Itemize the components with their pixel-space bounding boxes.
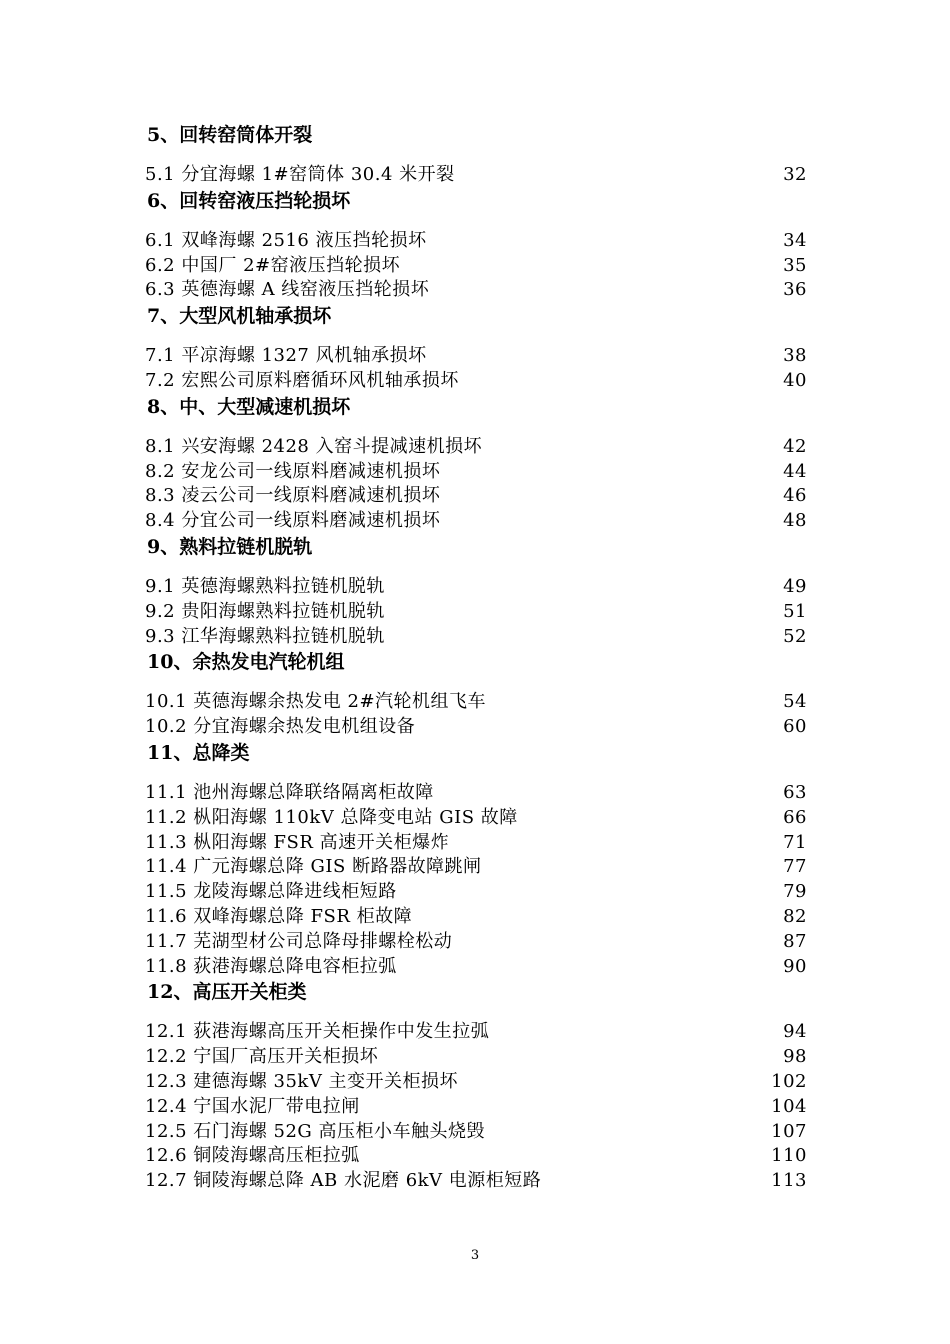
toc-entry-page: 90 bbox=[783, 955, 807, 977]
toc-entry[interactable] bbox=[145, 460, 807, 485]
toc-entry-label: 11.8 荻港海螺总降电容柜拉弧 bbox=[145, 955, 397, 977]
toc-entry[interactable] bbox=[145, 1070, 807, 1095]
section-title: 10、余热发电汽轮机组 bbox=[147, 651, 345, 674]
section-spacer bbox=[145, 148, 807, 163]
toc-entry-label: 12.5 石门海螺 52G 高压柜小车触头烧毁 bbox=[145, 1120, 486, 1142]
toc-entry-page: 87 bbox=[783, 930, 807, 952]
section-title: 6、回转窑液压挡轮损坏 bbox=[147, 189, 351, 212]
section-spacer bbox=[145, 560, 807, 575]
toc-entry-page: 34 bbox=[783, 229, 807, 251]
toc-entry-label: 9.2 贵阳海螺熟料拉链机脱轨 bbox=[145, 600, 385, 622]
section-title: 7、大型风机轴承损坏 bbox=[147, 305, 332, 328]
toc-entry[interactable] bbox=[145, 344, 807, 369]
toc-entry-page: 63 bbox=[783, 781, 807, 803]
toc-entry[interactable] bbox=[145, 600, 807, 625]
toc-entry-page: 102 bbox=[771, 1070, 807, 1092]
toc-entry[interactable] bbox=[145, 690, 807, 715]
toc-entry-label: 11.2 枞阳海螺 110kV 总降变电站 GIS 故障 bbox=[145, 806, 518, 828]
toc-entry-page: 32 bbox=[783, 164, 807, 185]
toc-entry[interactable] bbox=[145, 435, 807, 460]
toc-entry-page: 66 bbox=[783, 806, 807, 828]
toc-entry-label: 12.2 宁国厂高压开关柜损坏 bbox=[145, 1046, 379, 1068]
toc-entry[interactable] bbox=[145, 955, 807, 980]
toc-entry-page: 52 bbox=[783, 625, 807, 647]
toc-entry-page: 51 bbox=[783, 600, 807, 622]
section-title: 11、总降类 bbox=[147, 741, 250, 764]
toc-entry-label: 6.2 中国厂 2#窑液压挡轮损坏 bbox=[145, 254, 401, 276]
toc-entry-label: 11.3 枞阳海螺 FSR 高速开关柜爆炸 bbox=[145, 831, 450, 853]
toc-entry-page: 36 bbox=[783, 279, 807, 301]
toc-entry[interactable] bbox=[145, 930, 807, 955]
section-title: 5、回转窑筒体开裂 bbox=[147, 124, 313, 146]
toc-entry[interactable] bbox=[145, 254, 807, 279]
toc-entry-page: 35 bbox=[783, 254, 807, 276]
toc-entry[interactable] bbox=[145, 1144, 807, 1169]
toc-entry[interactable] bbox=[145, 229, 807, 254]
section-spacer bbox=[145, 420, 807, 435]
toc-entry[interactable] bbox=[145, 509, 807, 534]
toc-entry-page: 71 bbox=[783, 831, 807, 853]
section-title: 8、中、大型减速机损坏 bbox=[147, 395, 351, 418]
table-of-contents bbox=[145, 122, 807, 1194]
toc-entry-label: 10.1 英德海螺余热发电 2#汽轮机组飞车 bbox=[145, 691, 487, 713]
section-title: 9、熟料拉链机脱轨 bbox=[147, 535, 313, 558]
toc-entry-label: 12.1 荻港海螺高压开关柜操作中发生拉弧 bbox=[145, 1021, 490, 1043]
toc-entry-page: 46 bbox=[783, 485, 807, 507]
toc-entry-label: 9.1 英德海螺熟料拉链机脱轨 bbox=[145, 575, 385, 597]
toc-entry[interactable] bbox=[145, 484, 807, 509]
toc-entry-page: 42 bbox=[783, 435, 807, 457]
toc-entry[interactable] bbox=[145, 880, 807, 905]
toc-entry-label: 8.4 分宜公司一线原料磨减速机损坏 bbox=[145, 510, 441, 532]
toc-entry-page: 77 bbox=[783, 856, 807, 878]
toc-entry[interactable] bbox=[145, 1095, 807, 1120]
toc-entry-page: 44 bbox=[783, 460, 807, 482]
toc-entry-label: 11.4 广元海螺总降 GIS 断路器故障跳闸 bbox=[145, 856, 482, 878]
section-spacer bbox=[145, 1005, 807, 1020]
section-spacer bbox=[145, 329, 807, 344]
toc-entry-page: 82 bbox=[783, 905, 807, 927]
toc-entry-page: 54 bbox=[783, 691, 807, 713]
toc-entry[interactable] bbox=[145, 278, 807, 303]
toc-entry-label: 6.1 双峰海螺 2516 液压挡轮损坏 bbox=[145, 229, 427, 251]
toc-entry-label: 12.3 建德海螺 35kV 主变开关柜损坏 bbox=[145, 1070, 459, 1092]
toc-entry-page: 40 bbox=[783, 369, 807, 391]
toc-entry-label: 7.2 宏熙公司原料磨循环风机轴承损坏 bbox=[145, 369, 459, 391]
toc-entry[interactable] bbox=[145, 369, 807, 394]
toc-entry-label: 11.6 双峰海螺总降 FSR 柜故障 bbox=[145, 905, 413, 927]
toc-entry-page: 79 bbox=[783, 881, 807, 903]
toc-entry-label: 7.1 平凉海螺 1327 风机轴承损坏 bbox=[145, 345, 427, 367]
toc-entry[interactable] bbox=[145, 163, 807, 188]
toc-entry[interactable] bbox=[145, 575, 807, 600]
toc-entry-page: 113 bbox=[771, 1170, 807, 1192]
toc-entry-label: 5.1 分宜海螺 1#窑筒体 30.4 米开裂 bbox=[145, 164, 455, 185]
toc-entry-label: 9.3 江华海螺熟料拉链机脱轨 bbox=[145, 625, 385, 647]
toc-entry-label: 12.6 铜陵海螺高压柜拉弧 bbox=[145, 1145, 360, 1167]
toc-entry-label: 8.2 安龙公司一线原料磨减速机损坏 bbox=[145, 460, 441, 482]
toc-entry-label: 11.5 龙陵海螺总降进线柜短路 bbox=[145, 881, 397, 903]
toc-entry-page: 104 bbox=[771, 1095, 807, 1117]
toc-entry-label: 12.7 铜陵海螺总降 AB 水泥磨 6kV 电源柜短路 bbox=[145, 1170, 542, 1192]
toc-entry-label: 10.2 分宜海螺余热发电机组设备 bbox=[145, 716, 416, 738]
toc-entry-page: 110 bbox=[771, 1145, 807, 1167]
section-spacer bbox=[145, 766, 807, 781]
toc-entry-label: 11.1 池州海螺总降联络隔离柜故障 bbox=[145, 781, 434, 803]
toc-entry[interactable] bbox=[145, 1020, 807, 1045]
toc-entry-page: 60 bbox=[783, 716, 807, 738]
section-spacer bbox=[145, 675, 807, 690]
toc-entry-label: 12.4 宁国水泥厂带电拉闸 bbox=[145, 1095, 360, 1117]
toc-entry[interactable] bbox=[145, 1120, 807, 1145]
toc-entry[interactable] bbox=[145, 905, 807, 930]
toc-entry-page: 98 bbox=[783, 1046, 807, 1068]
toc-entry-label: 8.3 凌云公司一线原料磨减速机损坏 bbox=[145, 485, 441, 507]
toc-entry-label: 8.1 兴安海螺 2428 入窑斗提减速机损坏 bbox=[145, 435, 483, 457]
toc-entry-label: 11.7 芜湖型材公司总降母排螺栓松动 bbox=[145, 930, 453, 952]
page-number: 3 bbox=[470, 1248, 480, 1263]
toc-entry[interactable] bbox=[145, 806, 807, 831]
toc-entry-page: 48 bbox=[783, 510, 807, 532]
toc-entry[interactable] bbox=[145, 715, 807, 740]
toc-entry-label: 6.3 英德海螺 A 线窑液压挡轮损坏 bbox=[145, 279, 430, 301]
toc-entry-page: 107 bbox=[771, 1120, 807, 1142]
toc-entry-page: 38 bbox=[783, 345, 807, 367]
section-title: 12、高压开关柜类 bbox=[147, 981, 307, 1004]
toc-entry[interactable] bbox=[145, 855, 807, 880]
toc-entry-page: 94 bbox=[783, 1021, 807, 1043]
toc-entry[interactable] bbox=[145, 831, 807, 856]
toc-entry[interactable] bbox=[145, 1169, 807, 1194]
toc-entry[interactable] bbox=[145, 781, 807, 806]
toc-entry[interactable] bbox=[145, 625, 807, 650]
section-spacer bbox=[145, 214, 807, 229]
toc-entry-page: 49 bbox=[783, 575, 807, 597]
toc-entry[interactable] bbox=[145, 1045, 807, 1070]
